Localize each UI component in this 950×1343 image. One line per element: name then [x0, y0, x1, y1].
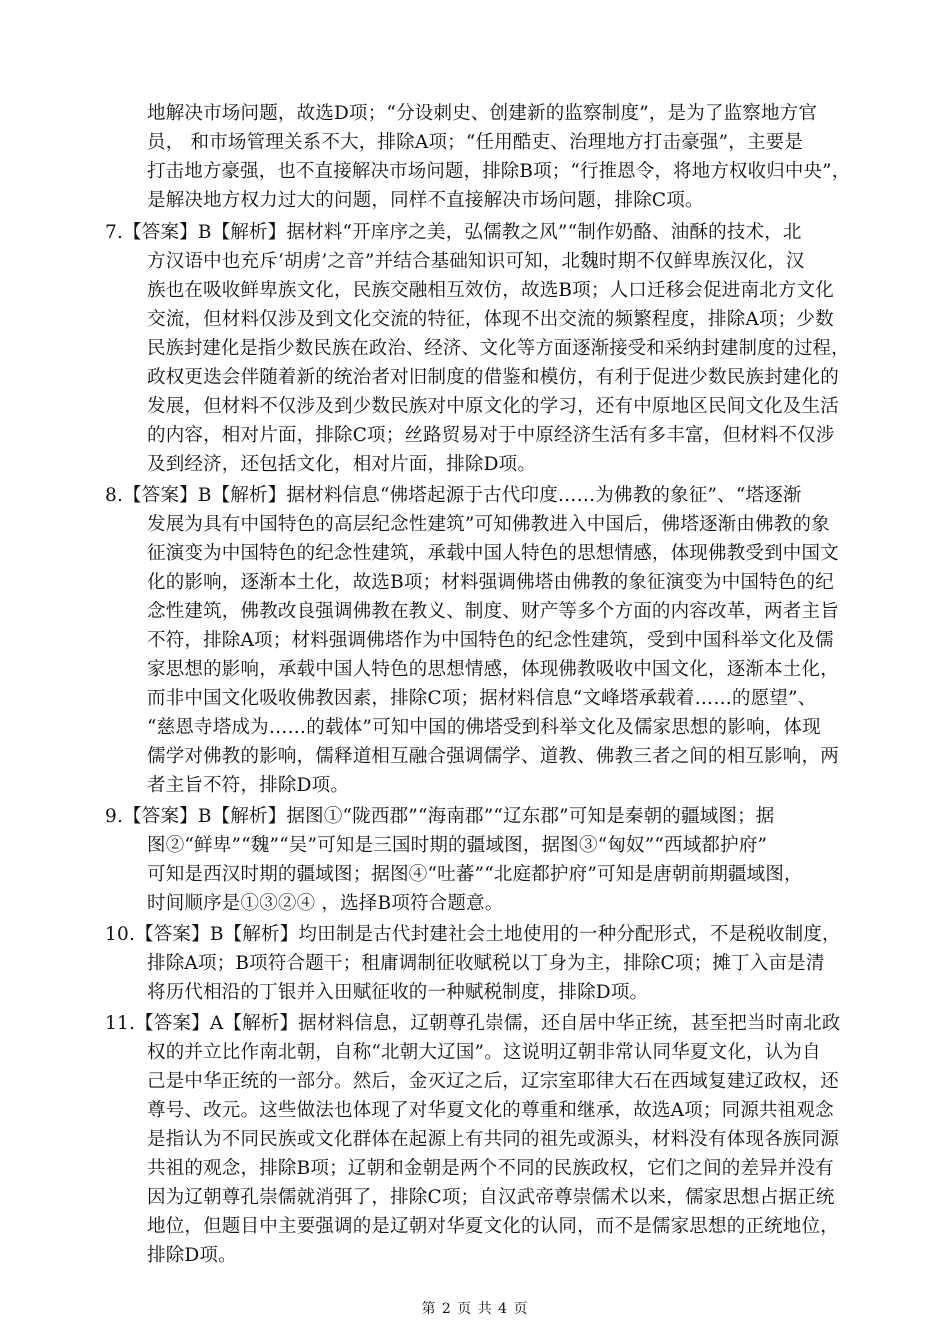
text-line: 排除D项。: [147, 1245, 237, 1266]
text-line: 政权更迭会伴随着新的统治者对旧制度的借鉴和模仿，有利于促进少数民族封建化的: [147, 367, 839, 388]
text-line: 己是中华正统的一部分。然后，金灭辽之后，辽宗室耶律大石在西域复建辽政权，还: [147, 1071, 839, 1092]
text-line: 排除A项；B项符合题干；租庸调制征收赋税以丁身为主，排除C项；摊丁入亩是清: [147, 953, 825, 974]
text-line: 发展为具有中国特色的高层纪念性建筑”可知佛教进入中国后，佛塔逐渐由佛教的象: [147, 514, 830, 535]
text-line: 的内容，相对片面，排除C项；丝路贸易对于中原经济生活有多丰富，但材料不仅涉: [147, 425, 835, 446]
answer-7-line: 7.【答案】B【解析】据材料“开庠序之美，弘儒教之风”“制作奶酪、油酥的技术，北: [105, 222, 802, 243]
text-line: 时间顺序是①③②④ ，选择B项符合题意。: [147, 893, 504, 914]
text-line: 化的影响，逐渐本土化，故选B项；材料强调佛塔由佛教的象征演变为中国特色的纪: [147, 572, 834, 593]
text-line: 权的并立比作南北朝，自称“北朝大辽国”。这说明辽朝非常认同华夏文化，认为自: [147, 1042, 821, 1063]
text-line: 族也在吸收鲜卑族文化，民族交融相互效仿，故选B项；人口迁移会促进南北方文化: [147, 280, 834, 301]
text-line: 是解决地方权力过大的问题，同样不直接解决市场问题，排除C项。: [147, 190, 704, 211]
text-line: 征演变为中国特色的纪念性建筑，承载中国人特色的思想情感，体现佛教受到中国文: [147, 543, 839, 564]
text-line: 员， 和市场管理关系不大，排除A项；“任用酷吏、治理地方打击豪强”，主要是: [147, 132, 804, 153]
text-line: 交流，但材料仅涉及到文化交流的特征，体现不出交流的频繁程度，排除A项；少数: [147, 309, 834, 330]
text-line: 者主旨不符，排除D项。: [147, 775, 350, 796]
text-line: 儒学对佛教的影响，儒释道相互融合强调儒学、道教、佛教三者之间的相互影响，两: [147, 746, 839, 767]
answer-10-line: 10.【答案】B【解析】均田制是古代封建社会土地使用的一种分配形式，不是税收制度，: [105, 924, 841, 945]
text-line: 发展，但材料不仅涉及到少数民族对中原文化的学习，还有中原地区民间文化及生活: [147, 396, 839, 417]
text-line: 及到经济，还包括文化，相对片面，排除D项。: [147, 454, 537, 475]
text-line: 尊号、改元。这些做法也体现了对华夏文化的尊重和继承，故选A项；同源共祖观念: [147, 1100, 834, 1121]
text-line: 不符，排除A项；材料强调佛塔作为中国特色的纪念性建筑，受到中国科举文化及儒: [147, 630, 834, 651]
text-line: 念性建筑，佛教改良强调佛教在教义、制度、财产等多个方面的内容改革，两者主旨: [147, 601, 839, 622]
answer-8-line: 8.【答案】B【解析】据材料信息“佛塔起源于古代印度……为佛教的象征”、“塔逐渐: [105, 485, 802, 506]
text-line: “慈恩寺塔成为……的载体”可知中国的佛塔受到科举文化及儒家思想的影响，体现: [147, 717, 821, 738]
text-line: 可知是西汉时期的疆域图；据图④“吐蕃”“北庭都护府”可知是唐朝前期疆域图，: [147, 864, 803, 885]
answer-9-line: 9.【答案】B【解析】据图①“陇西郡”“海南郡”“辽东郡”可知是秦朝的疆域图；据: [105, 806, 775, 827]
text-line: 地解决市场问题，故选D项；“分设刺史、创建新的监察制度”，是为了监察地方官: [147, 103, 818, 124]
text-line: 方汉语中也充斥‘胡虏’之音”并结合基础知识可知，北魏时期不仅鲜卑族汉化，汉: [147, 251, 805, 272]
text-line: 而非中国文化吸收佛教因素，排除C项；据材料信息“文峰塔承载着……的愿望”、: [147, 688, 817, 709]
text-line: 家思想的影响，承载中国人特色的思想情感，体现佛教吸收中国文化，逐渐本土化，: [147, 659, 839, 680]
answer-11-line: 11.【答案】A【解析】据材料信息，辽朝尊孔崇儒，还自居中华正统，甚至把当时南北政: [105, 1013, 841, 1034]
page-footer: 第 2 页 共 4 页: [421, 1301, 529, 1317]
text-line: 是指认为不同民族或文化群体在起源上有共同的祖先或源头，材料没有体现各族同源: [147, 1129, 839, 1150]
text-line: 打击地方豪强，也不直接解决市场问题，排除B项；“行推恩令，将地方权收归中央”，: [147, 161, 851, 182]
text-line: 地位，但题目中主要强调的是辽朝对华夏文化的认同，而不是儒家思想的正统地位，: [147, 1216, 839, 1237]
text-line: 图②“鲜卑”“魏”“吴”可知是三国时期的疆域图，据图③“匈奴”“西域都护府”: [147, 835, 768, 856]
text-line: 因为辽朝尊孔崇儒就消弭了，排除C项；自汉武帝尊崇儒术以来，儒家思想占据正统: [147, 1187, 835, 1208]
text-line: 共祖的观念，排除B项；辽朝和金朝是两个不同的民族政权，它们之间的差异并没有: [147, 1158, 834, 1179]
text-line: 将历代相沿的丁银并入田赋征收的一种赋税制度，排除D项。: [147, 982, 649, 1003]
text-line: 民族封建化是指少数民族在政治、经济、文化等方面逐渐接受和采纳封建制度的过程，: [147, 338, 850, 359]
